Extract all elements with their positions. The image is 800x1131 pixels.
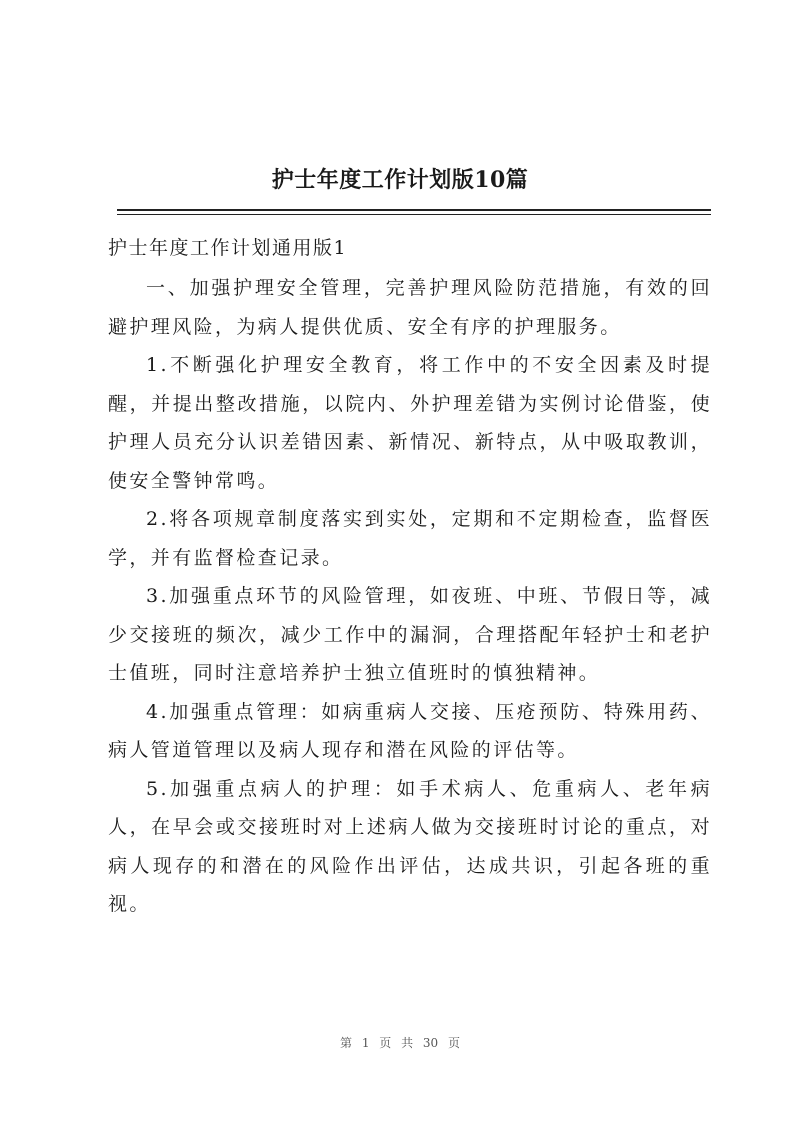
paragraph: 一、加强护理安全管理，完善护理风险防范措施，有效的回避护理风险，为病人提供优质、安全有序的护理服务。	[108, 277, 712, 338]
paragraph: 4.加强重点管理：如病重病人交接、压疮预防、特殊用药、病人管道管理以及病人现存和潜在风险的评估等。	[108, 700, 712, 761]
paragraph: 3.加强重点环节的风险管理，如夜班、中班、节假日等，减少交接班的频次，减少工作中的漏洞，合理搭配年轻护士和老护士值班，同时注意培养护士独立值班时的慎独精神。	[108, 585, 712, 684]
paragraph: 5.加强重点病人的护理：如手术病人、危重病人、老年病人，在早会或交接班时对上述病人做为交接班时讨论的重点，对病人现存的和潜在的风险作出评估，达成共识，引起各班的重视。	[108, 777, 712, 915]
paragraph: 1.不断强化护理安全教育，将工作中的不安全因素及时提醒，并提出整改措施，以院内、外护理差错为实例讨论借鉴，使护理人员充分认识差错因素、新情况、新特点，从中吸取教训，使安全警钟常鸣。	[108, 354, 712, 492]
section-subtitle: 护士年度工作计划通用版1	[108, 237, 348, 259]
document-title: 护士年度工作计划版10篇	[271, 167, 529, 193]
paragraph: 2.将各项规章制度落实到实处，定期和不定期检查，监督医学，并有监督检查记录。	[108, 508, 712, 569]
page-number-footer: 第 1 页 共 30 页	[340, 1036, 460, 1050]
title-divider	[117, 209, 711, 211]
body-text	[108, 269, 712, 924]
title-divider-thin	[117, 214, 711, 215]
